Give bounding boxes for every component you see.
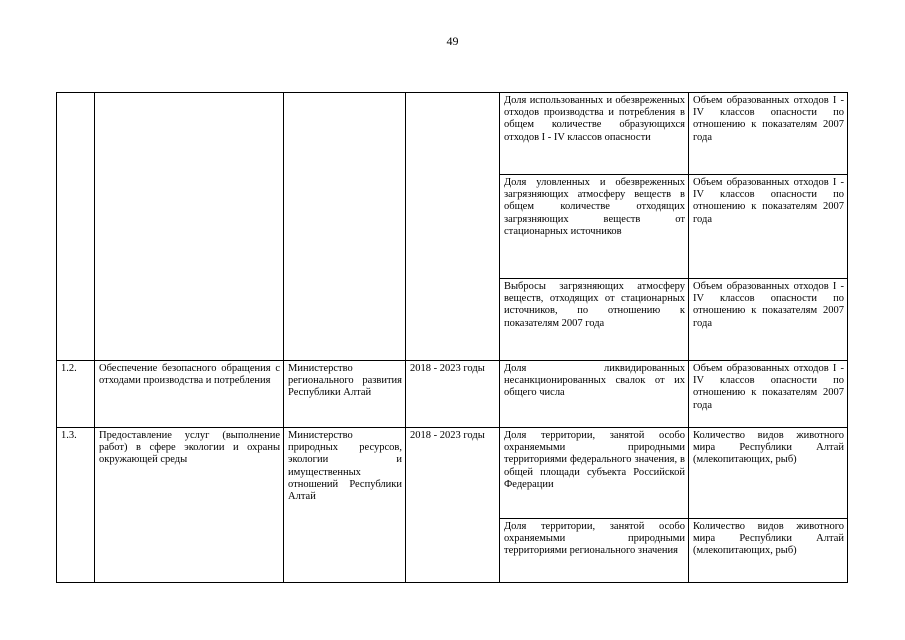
cell-indicator: Доля ликвидированных несанкционированных свалок от их общего числа (500, 361, 689, 428)
cell-indicator: Доля территории, занятой особо охраняемыми природными территориями регионального значения (500, 519, 689, 583)
cell-num-empty (57, 93, 95, 361)
table-row (57, 361, 848, 428)
cell-measure: Предоставление услуг (выполнение работ) в сфере экологии и охраны окружающей среды (95, 428, 284, 583)
cell-base: Объем образованных отходов I - IV классов опасности по отношению к показателям 2007 года (689, 175, 848, 279)
cell-years: 2018 - 2023 годы (406, 428, 500, 583)
cell-base: Количество видов животного мира Республики Алтай (млекопитающих, рыб) (689, 428, 848, 519)
cell-measure: Обеспечение безопасного обращения с отходами производства и потребления (95, 361, 284, 428)
cell-executor: Министерство регионального развития Республики Алтай (284, 361, 406, 428)
cell-num: 1.3. (57, 428, 95, 583)
cell-years: 2018 - 2023 годы (406, 361, 500, 428)
cell-indicator: Доля использованных и обезвреженных отходов производства и потребления в общем количестве образующихся отходов I - IV классов опасности (500, 93, 689, 175)
cell-executor: Министерство природных ресурсов, экологии и имущественных отношений Республики Алтай (284, 428, 406, 583)
cell-base: Объем образованных отходов I - IV классов опасности по отношению к показателям 2007 года (689, 93, 848, 175)
cell-base: Объем образованных отходов I - IV классов опасности по отношению к показателям 2007 года (689, 361, 848, 428)
cell-indicator: Выбросы загрязняющих атмосферу веществ, отходящих от стационарных источников, по отношению к показателям 2007 года (500, 279, 689, 361)
cell-indicator: Доля уловленных и обезвреженных загрязняющих атмосферу веществ в общем количестве отходящих загрязняющих веществ от стационарных источников (500, 175, 689, 279)
cell-num: 1.2. (57, 361, 95, 428)
cell-indicator: Доля территории, занятой особо охраняемыми природными территориями федерального значения, в общей площади субъекта Российской Федерации (500, 428, 689, 519)
page-number: 49 (446, 34, 459, 48)
cell-base: Количество видов животного мира Республики Алтай (млекопитающих, рыб) (689, 519, 848, 583)
cell-years-empty (406, 93, 500, 361)
table-row (57, 428, 848, 519)
table-row (57, 93, 848, 175)
cell-executor-empty (284, 93, 406, 361)
program-measures-table (56, 92, 848, 583)
cell-measure-empty (95, 93, 284, 361)
cell-base: Объем образованных отходов I - IV классов опасности по отношению к показателям 2007 года (689, 279, 848, 361)
